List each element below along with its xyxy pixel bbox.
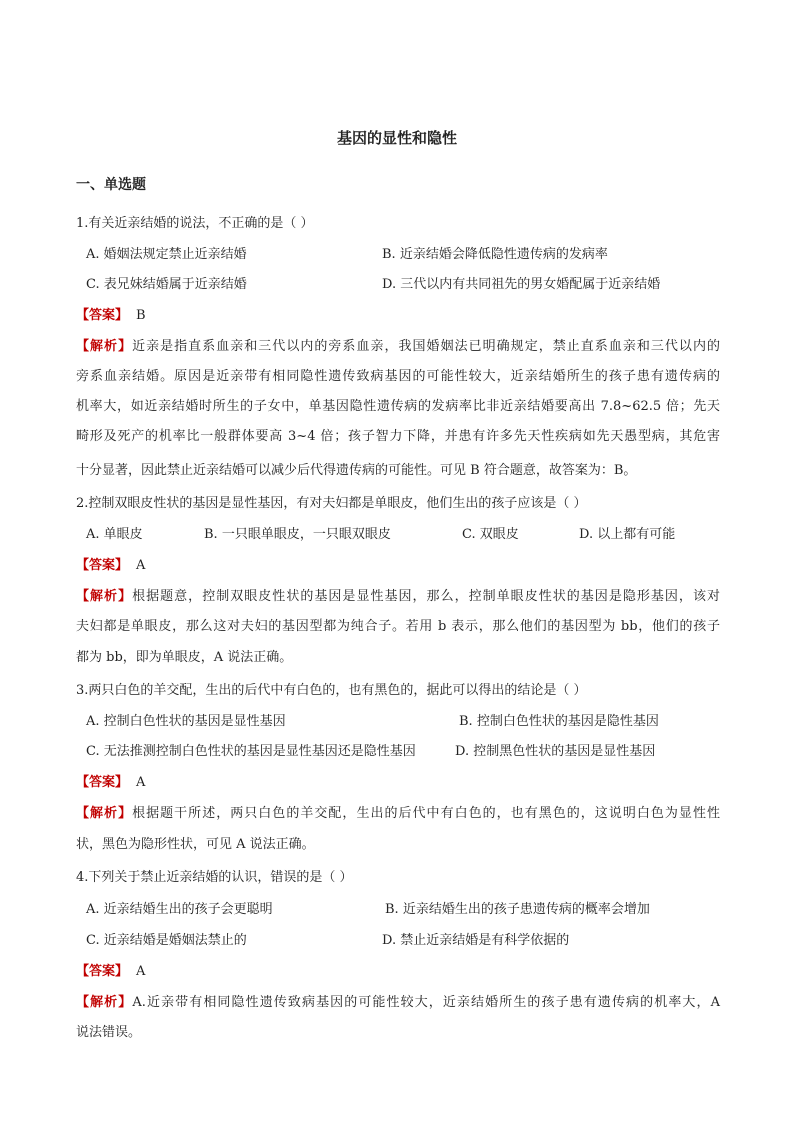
- question-1-analysis-line: 【解析】近亲是指直系血亲和三代以内的旁系血亲，我国婚姻法已明确规定，禁止直系血亲和三代以内的: [76, 339, 720, 354]
- analysis-label: 【解析】: [76, 339, 133, 354]
- question-1-option-d: D. 三代以内有共同祖先的男女婚配属于近亲结婚: [382, 277, 661, 292]
- question-1-analysis-line: 旁系血亲结婚。原因是近亲带有相同隐性遗传致病基因的可能性较大，近亲结婚所生的孩子患有遗传病的: [76, 369, 720, 384]
- question-2-option-c: C. 双眼皮: [462, 527, 519, 542]
- question-1-option-c: C. 表兄妹结婚属于近亲结婚: [86, 277, 247, 292]
- section-heading: 一、单选题: [76, 177, 146, 193]
- question-3-analysis-line: 【解析】根据题干所述，两只白色的羊交配，生出的后代中有白色的，也有黑色的，这说明白色为显性性: [76, 806, 720, 821]
- question-3-option-d: D. 控制黑色性状的基因是显性基因: [455, 744, 656, 759]
- answer-label: 【答案】: [76, 558, 129, 573]
- question-2-stem: 2.控制双眼皮性状的基因是显性基因，有对夫妇都是单眼皮，他们生出的孩子应该是（ ）: [76, 496, 587, 511]
- analysis-label: 【解析】: [76, 995, 133, 1010]
- question-4-analysis-line: 【解析】A.近亲带有相同隐性遗传致病基因的可能性较大，近亲结婚所生的孩子患有遗传病的机率大，A: [76, 995, 720, 1010]
- page-title: 基因的显性和隐性: [336, 129, 457, 147]
- question-3-option-a: A. 控制白色性状的基因是显性基因: [86, 714, 286, 729]
- answer-value: A: [136, 964, 146, 979]
- question-2-analysis-line: 都为 bb，即为单眼皮，A 说法正确。: [76, 650, 293, 665]
- question-3-stem: 3.两只白色的羊交配，生出的后代中有白色的，也有黑色的，据此可以得出的结论是（ ）: [76, 683, 587, 698]
- question-2-analysis-line: 夫妇都是单眼皮，那么这对夫妇的基因型都为纯合子。若用 b 表示，那么他们的基因型为 bb，他们的孩子: [76, 619, 720, 634]
- question-1-stem: 1.有关近亲结婚的说法，不正确的是（ ）: [76, 216, 314, 231]
- answer-value: A: [136, 558, 146, 573]
- question-4-option-a: A. 近亲结婚生出的孩子会更聪明: [86, 902, 273, 917]
- question-2-option-a: A. 单眼皮: [86, 527, 143, 542]
- question-4-option-b: B. 近亲结婚生出的孩子患遗传病的概率会增加: [385, 902, 650, 917]
- question-3-option-b: B. 控制白色性状的基因是隐性基因: [459, 714, 659, 729]
- analysis-label: 【解析】: [76, 806, 133, 821]
- question-2-option-b: B. 一只眼单眼皮，一只眼双眼皮: [204, 527, 391, 542]
- answer-label: 【答案】: [76, 964, 129, 979]
- answer-label: 【答案】: [76, 775, 129, 790]
- answer-value: A: [136, 775, 146, 790]
- question-2-analysis-line: 【解析】根据题意，控制双眼皮性状的基因是显性基因，那么，控制单眼皮性状的基因是隐形基因，该对: [76, 589, 720, 604]
- question-4-option-d: D. 禁止近亲结婚是有科学依据的: [382, 933, 570, 948]
- question-4-answer: [76, 960, 145, 979]
- question-4-stem: 4.下列关于禁止近亲结婚的认识，错误的是（ ）: [76, 870, 353, 885]
- question-2-option-d: D. 以上都有可能: [579, 527, 676, 542]
- question-4-option-c: C. 近亲结婚是婚姻法禁止的: [86, 933, 247, 948]
- question-2-answer: [76, 554, 145, 573]
- question-3-analysis-line: 状，黑色为隐形性状，可见 A 说法正确。: [76, 837, 315, 852]
- question-1-option-a: A. 婚姻法规定禁止近亲结婚: [86, 247, 247, 262]
- question-1-option-b: B. 近亲结婚会降低隐性遗传病的发病率: [382, 247, 608, 262]
- question-3-option-c: C. 无法推测控制白色性状的基因是显性基因还是隐性基因: [86, 744, 416, 759]
- question-1-answer: [76, 304, 146, 323]
- question-1-analysis-line: 十分显著，因此禁止近亲结婚可以减少后代得遗传病的可能性。可见 B 符合题意，故答案为：B。: [76, 463, 637, 478]
- analysis-label: 【解析】: [76, 589, 133, 604]
- question-1-analysis-line: 畸形及死产的机率比一般群体要高 3~4 倍；孩子智力下降，并患有许多先天性疾病如先天愚型病，其危害: [76, 429, 720, 444]
- answer-value: B: [136, 308, 146, 323]
- question-3-answer: [76, 771, 145, 790]
- question-1-analysis-line: 机率大，如近亲结婚时所生的子女中，单基因隐性遗传病的发病率比非近亲结婚要高出 7.8~62.5 倍；先天: [76, 399, 720, 414]
- question-4-analysis-line: 说法错误。: [76, 1025, 142, 1040]
- answer-label: 【答案】: [76, 308, 129, 323]
